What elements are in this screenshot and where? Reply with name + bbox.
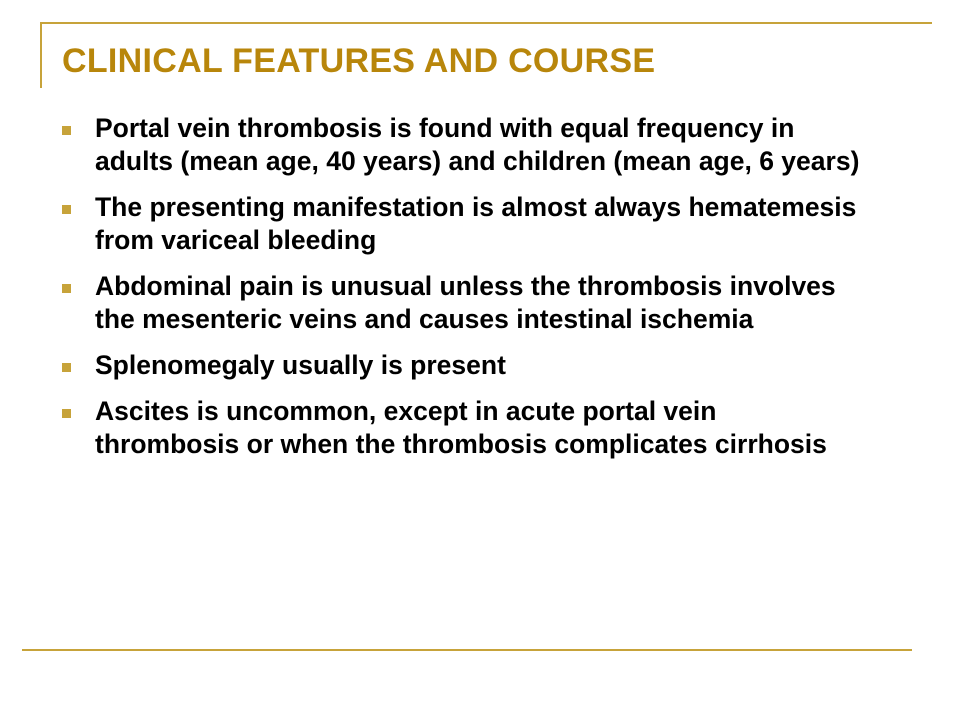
bullet-list xyxy=(62,112,862,474)
bullet-item xyxy=(62,112,862,178)
top-rule xyxy=(40,22,932,24)
slide-title: CLINICAL FEATURES AND COURSE xyxy=(62,42,656,80)
bullet-item xyxy=(62,395,862,461)
bullet-text: Portal vein thrombosis is found with equal frequency in adults (mean age, 40 years) and children (mean age, 6 years) xyxy=(95,113,860,176)
bullet-text: The presenting manifestation is almost always hematemesis from variceal bleeding xyxy=(95,192,857,255)
square-bullet-icon xyxy=(62,205,71,214)
bullet-text: Ascites is uncommon, except in acute portal vein thrombosis or when the thrombosis complicates cirrhosis xyxy=(95,396,827,459)
bullet-item xyxy=(62,270,862,336)
square-bullet-icon xyxy=(62,126,71,135)
bullet-text: Splenomegaly usually is present xyxy=(95,350,506,380)
bullet-item xyxy=(62,349,862,382)
square-bullet-icon xyxy=(62,284,71,293)
bullet-text: Abdominal pain is unusual unless the thrombosis involves the mesenteric veins and causes intestinal ischemia xyxy=(95,271,836,334)
left-rule xyxy=(40,22,42,88)
square-bullet-icon xyxy=(62,363,71,372)
bottom-rule xyxy=(22,649,912,651)
square-bullet-icon xyxy=(62,409,71,418)
bullet-item xyxy=(62,191,862,257)
